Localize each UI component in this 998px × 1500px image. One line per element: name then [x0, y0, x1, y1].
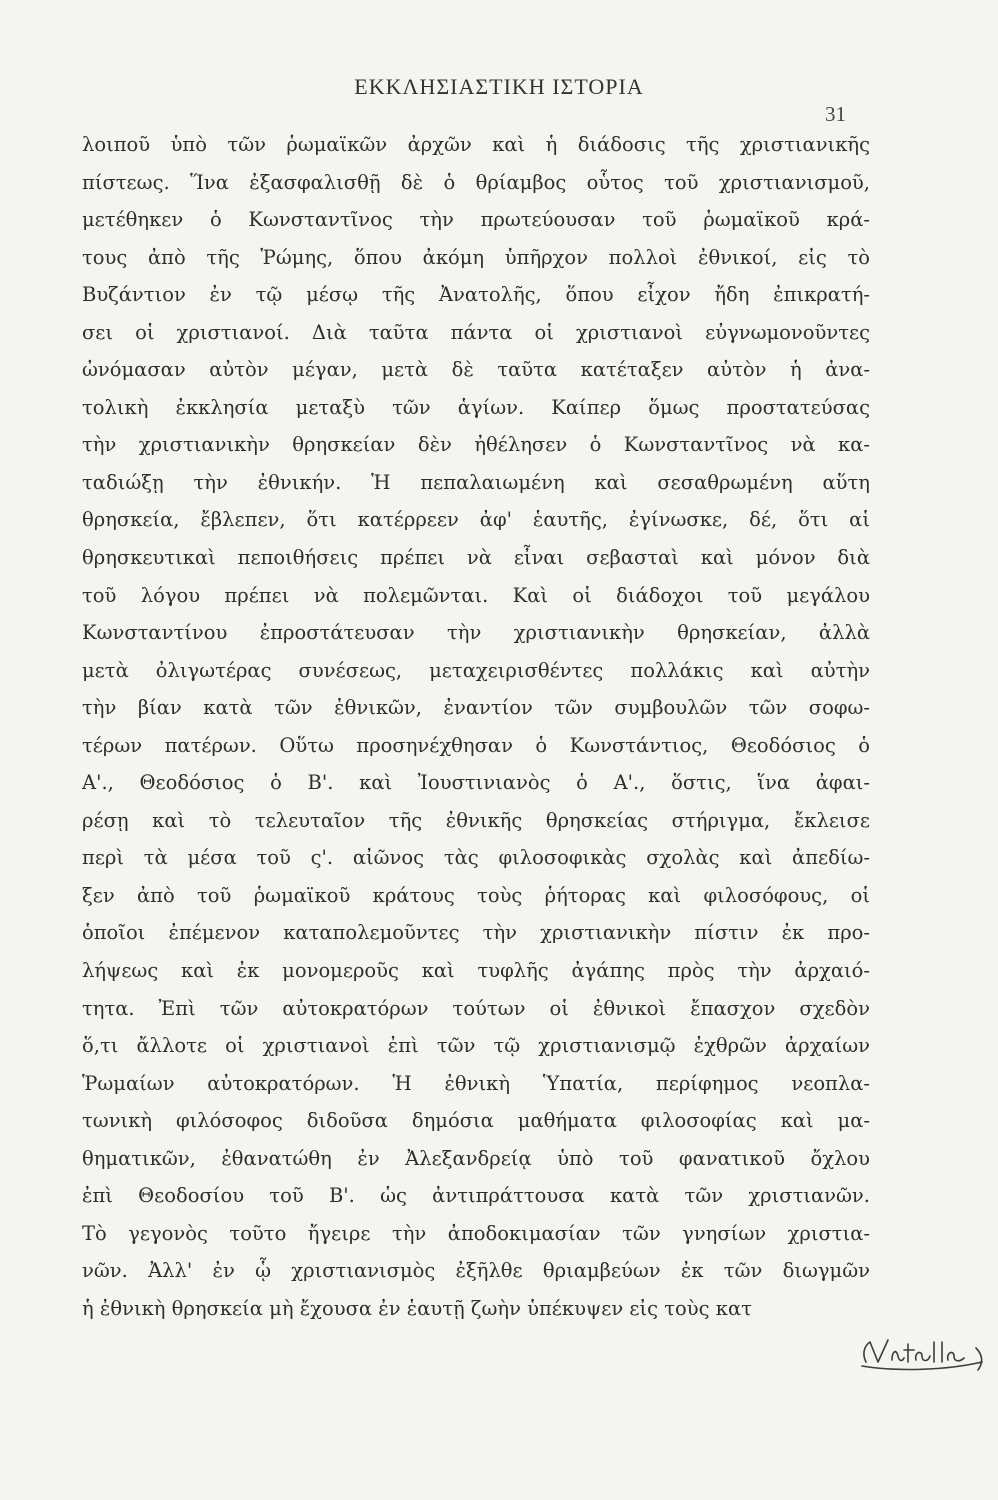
text-line: τέρων πατέρων. Οὕτω προσηνέχθησαν ὁ Κωνστάντιος, Θεοδόσιος ὁ [82, 733, 870, 757]
text-line: σει οἱ χριστιανοί. Διὰ ταῦτα πάντα οἱ χριστιανοὶ εὐγνωμονοῦντες [82, 320, 870, 344]
text-line: Ῥωμαίων αὐτοκρατόρων. Ἡ ἐθνικὴ Ὑπατία, περίφημος νεοπλα- [82, 1071, 870, 1095]
text-line: τολικὴ ἐκκλησία μεταξὺ τῶν ἁγίων. Καίπερ ὅμως προστατεύσας [82, 395, 870, 419]
text-line: ρέσῃ καὶ τὸ τελευταῖον τῆς ἐθνικῆς θρησκείας στήριγμα, ἔκλεισε [82, 808, 870, 832]
text-line: ἐπὶ Θεοδοσίου τοῦ Β'. ὡς ἀντιπράττουσα κατὰ τῶν χριστιανῶν. [82, 1184, 870, 1208]
page-number: 31 [825, 102, 846, 126]
text-line: ταδιώξῃ τὴν ἐθνικήν. Ἡ πεπαλαιωμένη καὶ σεσαθρωμένη αὕτη [82, 470, 870, 494]
text-line: τὴν χριστιανικὴν θρησκείαν δὲν ἠθέλησεν ὁ Κωνσταντῖνος νὰ κα- [82, 433, 870, 457]
text-line: περὶ τὰ μέσα τοῦ ς'. αἰῶνος τὰς φιλοσοφικὰς σχολὰς καὶ ἀπεδίω- [82, 846, 870, 870]
handwritten-signature [858, 1332, 988, 1376]
running-title: ΕΚΚΛΗΣΙΑΣΤΙΚΗ ΙΣΤΟΡΙΑ [354, 74, 644, 99]
text-line: ὠνόμασαν αὐτὸν μέγαν, μετὰ δὲ ταῦτα κατέταξεν αὐτὸν ἡ ἀνα- [82, 358, 870, 382]
text-line: λοιποῦ ὑπὸ τῶν ῥωμαϊκῶν ἀρχῶν καὶ ἡ διάδοσις τῆς χριστιανικῆς [82, 133, 870, 156]
text-line: μετὰ ὀλιγωτέρας συνέσεως, μεταχειρισθέντες πολλάκις καὶ αὐτὴν [82, 658, 870, 682]
text-line: θρησκεία, ἔβλεπεν, ὅτι κατέρρεεν ἀφ' ἑαυτῆς, ἐγίνωσκε, δέ, ὅτι αἱ [82, 508, 870, 532]
text-line: Τὸ γεγονὸς τοῦτο ἤγειρε τὴν ἀποδοκιμασίαν τῶν γνησίων χριστια- [82, 1221, 870, 1245]
text-line: ἡ ἐθνικὴ θρησκεία μὴ ἔχουσα ἐν ἑαυτῇ ζωὴν ὑπέκυψεν εἰς τοὺς κατ [82, 1296, 752, 1320]
text-line: ὅ,τι ἄλλοτε οἱ χριστιανοὶ ἐπὶ τῶν τῷ χριστιανισμῷ ἐχθρῶν ἀρχαίων [82, 1034, 870, 1058]
text-line: Α'., Θεοδόσιος ὁ Β'. καὶ Ἰουστινιανὸς ὁ Α'., ὅστις, ἵνα ἀφαι- [82, 771, 870, 795]
text-line: ξεν ἀπὸ τοῦ ῥωμαϊκοῦ κράτους τοὺς ῥήτορας καὶ φιλοσόφους, οἱ [82, 883, 870, 907]
text-line: θηματικῶν, ἐθανατώθη ἐν Ἀλεξανδρείᾳ ὑπὸ τοῦ φανατικοῦ ὄχλου [82, 1146, 870, 1170]
text-line: νῶν. Ἀλλ' ἐν ᾧ χριστιανισμὸς ἐξῆλθε θριαμβεύων ἐκ τῶν διωγμῶν [82, 1259, 870, 1283]
text-line: λήψεως καὶ ἐκ μονομεροῦς καὶ τυφλῆς ἀγάπης πρὸς τὴν ἀρχαιό- [82, 959, 870, 983]
text-line: Βυζάντιον ἐν τῷ μέσῳ τῆς Ἀνατολῆς, ὅπου εἶχον ἤδη ἐπικρατή- [82, 283, 870, 307]
body-text [82, 126, 870, 1328]
text-line: τητα. Ἐπὶ τῶν αὐτοκρατόρων τούτων οἱ ἐθνικοὶ ἔπασχον σχεδὸν [82, 996, 870, 1020]
text-line: τοῦ λόγου πρέπει νὰ πολεμῶνται. Καὶ οἱ διάδοχοι τοῦ μεγάλου [82, 583, 870, 607]
text-line: ὁποῖοι ἐπέμενον καταπολεμοῦντες τὴν χριστιανικὴν πίστιν ἐκ προ- [82, 921, 870, 945]
text-line: θρησκευτικαὶ πεποιθήσεις πρέπει νὰ εἶναι σεβασταὶ καὶ μόνον διὰ [82, 546, 870, 570]
text-line: τὴν βίαν κατὰ τῶν ἐθνικῶν, ἐναντίον τῶν συμβουλῶν τῶν σοφω- [82, 696, 870, 720]
text-line: πίστεως. Ἵνα ἐξασφαλισθῇ δὲ ὁ θρίαμβος οὗτος τοῦ χριστιανισμοῦ, [82, 170, 870, 194]
text-line: τους ἀπὸ τῆς Ῥώμης, ὅπου ἀκόμη ὑπῆρχον πολλοὶ ἐθνικοί, εἰς τὸ [82, 245, 870, 269]
text-line: τωνικὴ φιλόσοφος διδοῦσα δημόσια μαθήματα φιλοσοφίας καὶ μα- [82, 1109, 870, 1133]
text-line: μετέθηκεν ὁ Κωνσταντῖνος τὴν πρωτεύουσαν τοῦ ῥωμαϊκοῦ κρά- [82, 208, 870, 232]
text-line: Κωνσταντίνου ἐπροστάτευσαν τὴν χριστιανικὴν θρησκείαν, ἀλλὰ [82, 621, 870, 645]
